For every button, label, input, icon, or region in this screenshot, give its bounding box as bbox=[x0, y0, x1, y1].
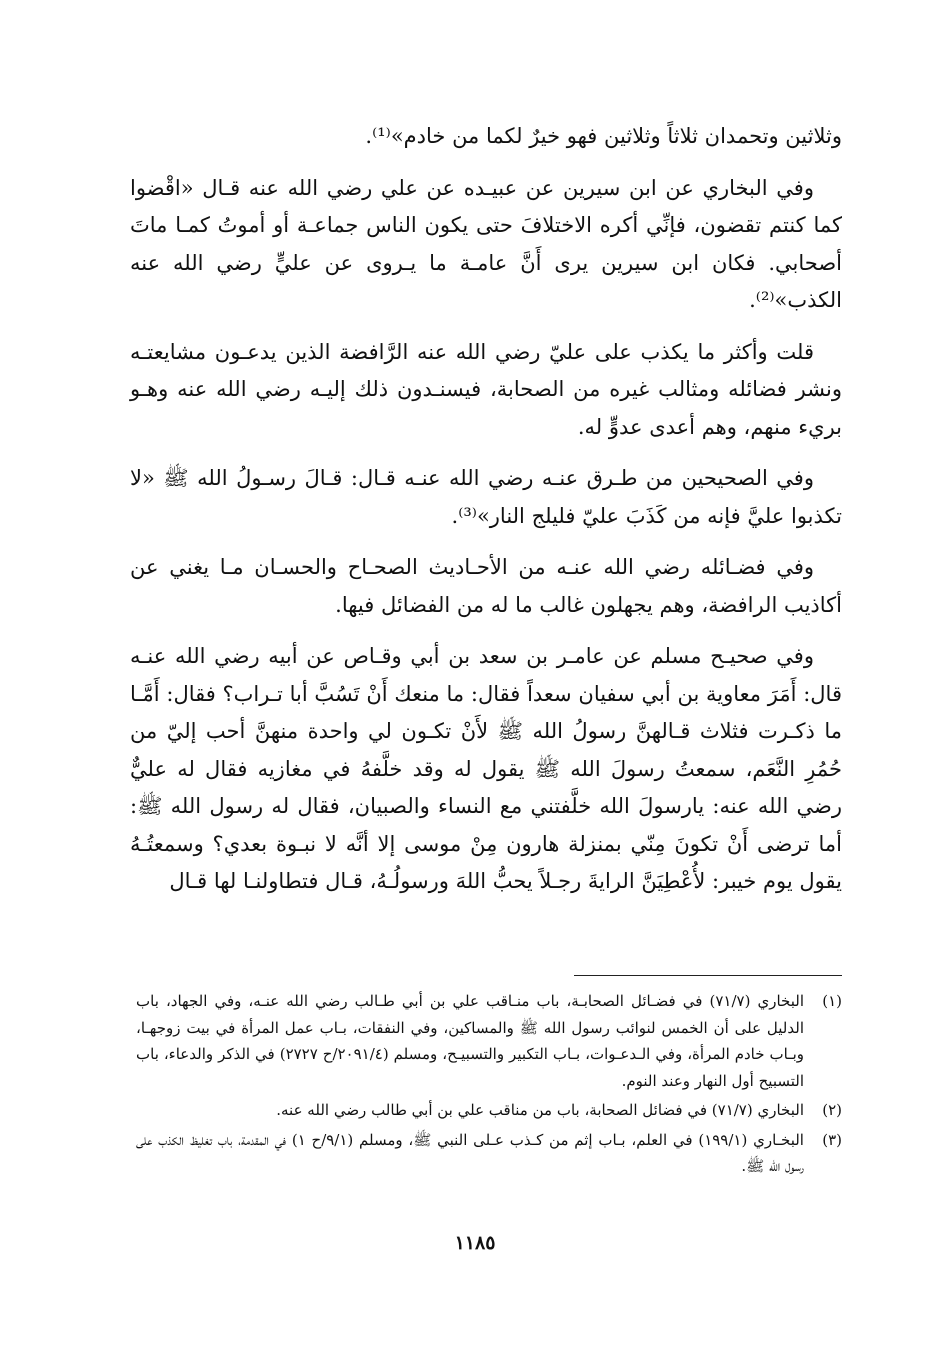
footnote bbox=[136, 1127, 842, 1180]
paragraph: وفي البخاري عن ابن سيرين عن عبيـده عن علي رضي الله عنه قـال «اقْضوا كما كنتم تقضون، فإنِّي أكره الاختلافَ حتى يكون الناس جماعـة أو أموتُ كمـا ماتَ أصحابي. فكان ابن سيرين يرى أَنَّ عامـة ما يـروى عن عليٍّ رضي الله عنه الكذب»⁽²⁾. bbox=[130, 175, 842, 312]
paragraph: وفي صحيـح مسلم عن عامـر بن سعد بن أبي وقـاص عن أبيه رضي الله عنـه قال: أَمَرَ معاوية بن أبي سفيان سعداً فقال: ما منعك أَنْ تَسُبَّ أبا تـراب؟ فقال: أَمَّـا ما ذكـرت فثلاث قـالهنَّ رسولُ الله ﷺ لأَنْ تكـون لي واحدة منهنَّ أحب إليّ من حُمُرِ النَّعَم، سمعتُ رسولَ الله ﷺ يقول له وقد خلَّفهُ في مغازيه فقال له عليٌّ رضي الله عنه: يارسولَ الله خلَّفتني مع النساء والصبيان، فقال له رسول الله ﷺ: أما ترضى أَنْ تكونَ مِنّي بمنزلة هارون مِنْ موسى إلا أنَّه لا نبـوة بعدي؟ وسمعتُـهُ يقول يوم خيبر: لأُعْطِيَنَّ الرايةَ رجـلاً يحبُّ اللهَ ورسولُـهُ، قـال فتطاولنـا لها قـال bbox=[130, 644, 842, 893]
main-text bbox=[130, 118, 842, 915]
paragraph: قلت وأكثر ما يكذب على عليّ رضي الله عنه الرَّافضة الذين يدعـون مشايعتـه ونشر فضائله ومثالب غيره من الصحابة، فيسنـدون ذلك إليـه رضي الله عنه وهـو بريء منهم، وهم أعدى عدوٍّ له. bbox=[130, 339, 842, 439]
footnote-number: (٣) bbox=[822, 1130, 842, 1149]
footnote-number: (٢) bbox=[822, 1101, 842, 1119]
footnote-divider bbox=[574, 975, 842, 976]
footnote bbox=[136, 988, 842, 1094]
footnotes bbox=[136, 988, 842, 1183]
page-number: ١١٨٥ bbox=[454, 1232, 496, 1254]
footnote bbox=[136, 1097, 842, 1124]
footnote-text: البخاري (٧١/٧) في فضائل الصحابة، باب من مناقب علي بن أبي طالب رضي الله عنه. bbox=[276, 1101, 804, 1119]
footnote-text: البخاري (٧١/٧) في فضـائل الصحابـة، باب منـاقب علي بن أبي طـالب رضي الله عنـه، وفي الجهاد، باب الدليل على أن الخمس لنوائب رسول الله ﷺ والمساكين، وفي النفقات، بـاب عمل المرأة في بيت زوجهـا، وبـاب خادم المرأة، وفي الـدعـوات، بـاب التكبير والتسبيـح، ومسلم (٢٠٩١/٤/ح ٢٧٢٧) في الذكر والدعاء، باب التسبيح أول النهار وعند النوم. bbox=[136, 992, 805, 1090]
footnote-number: (١) bbox=[822, 992, 842, 1010]
paragraph: وثلاثين وتحمدان ثلاثاً وثلاثين فهو خيرٌ لكما من خادم»⁽¹⁾. bbox=[365, 124, 842, 148]
footnote-text: البخـاري (١٩٩/١) في العلم، بـاب إثم من كـذب عـلى النبي ﷺ، ومسلم (٩/١/ح ١) في المقدمة، باب تغليظ الكذب على رسول الله ﷺ. bbox=[136, 1130, 804, 1175]
paragraph: وفي الصحيحين من طـرق عنـه رضي الله عنـه قـال: قـالَ رسـولُ الله ﷺ «لا تكذبوا عليَّ فإنه من كَذَبَ عليّ فليلج النار»⁽³⁾. bbox=[130, 466, 842, 528]
paragraph: وفي فضـائله رضي الله عنـه من الأحـاديث الصحـاح والحسـان مـا يغني عن أكاذيب الرافضة، وهم يجهلون غالب ما له من الفضائل فيها. bbox=[130, 555, 842, 617]
